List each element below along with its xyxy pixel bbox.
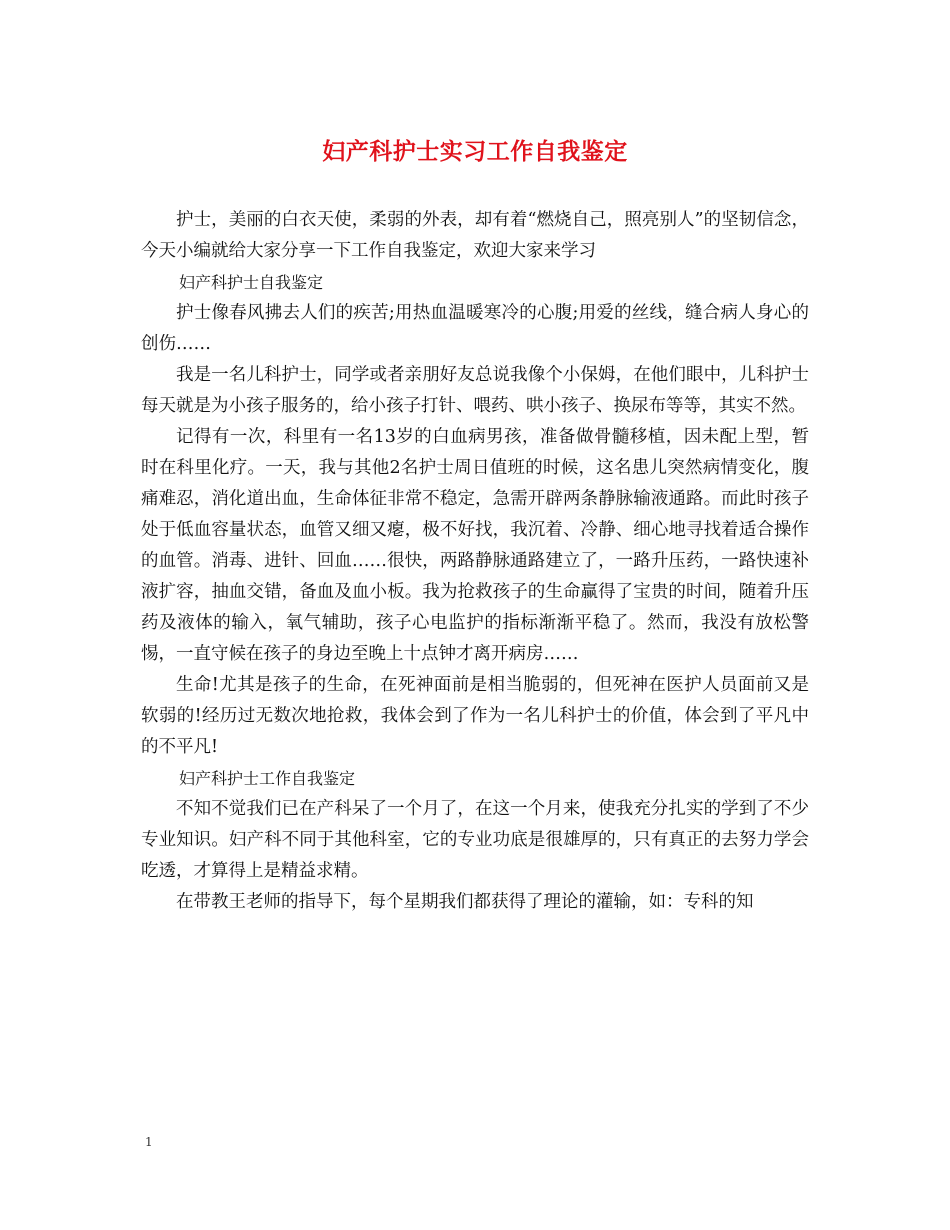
body-paragraph: 记得有一次，科里有一名13岁的白血病男孩，准备做骨髓移植，因未配上型，暂时在科里化疗。一天，我与其他2名护士周日值班的时候，这名患儿突然病情变化，腹痛难忍，消化道出血，生命体征非常不稳定，急需开辟两条静脉输液通路。而此时孩子处于低血容量状态，血管又细又瘪，极不好找，我沉着、冷静、细心地寻找着适合操作的血管。消毒、进针、回血……很快，两路静脉通路建立了，一路升压药，一路快速补液扩容，抽血交错，备血及血小板。我为抢救孩子的生命赢得了宝贵的时间，随着升压药及液体的输入，氧气辅助，孩子心电监护的指标渐渐平稳了。然而，我没有放松警惕，一直守候在孩子的身边至晚上十点钟才离开病房…… — [141, 427, 809, 664]
body-paragraph: 我是一名儿科护士，同学或者亲朋好友总说我像个小保姆，在他们眼中，儿科护士每天就是为小孩子服务的，给小孩子打针、喂药、哄小孩子、换尿布等等，其实不然。 — [141, 365, 809, 416]
body-paragraph: 生命!尤其是孩子的生命，在死神面前是相当脆弱的，但死神在医护人员面前又是软弱的!经历过无数次地抢救，我体会到了作为一名儿科护士的价值，体会到了平凡中的不平凡! — [141, 675, 809, 757]
body-paragraph: 不知不觉我们已在产科呆了一个月了，在这一个月来，使我充分扎实的学到了不少专业知识。妇产科不同于其他科室，它的专业功底是很雄厚的，只有真正的去努力学会吃透，才算得上是精益求精。 — [141, 799, 809, 881]
body-paragraph: 在带教王老师的指导下，每个星期我们都获得了理论的灌输，如：专科的知 — [176, 892, 754, 912]
section-heading: 妇产科护士自我鉴定 — [179, 273, 324, 292]
document-body — [141, 205, 809, 918]
section-heading: 妇产科护士工作自我鉴定 — [179, 769, 356, 788]
intro-paragraph: 护士，美丽的白衣天使，柔弱的外表，却有着“燃烧自己，照亮别人”的坚韧信念，今天小编就给大家分享一下工作自我鉴定，欢迎大家来学习 — [141, 210, 809, 261]
body-paragraph: 护士像春风拂去人们的疾苦;用热血温暖寒冷的心腹;用爱的丝线，缝合病人身心的创伤…… — [141, 303, 809, 354]
page-number: 1 — [145, 1135, 153, 1149]
document-title: 妇产科护士实习工作自我鉴定 — [322, 138, 628, 165]
